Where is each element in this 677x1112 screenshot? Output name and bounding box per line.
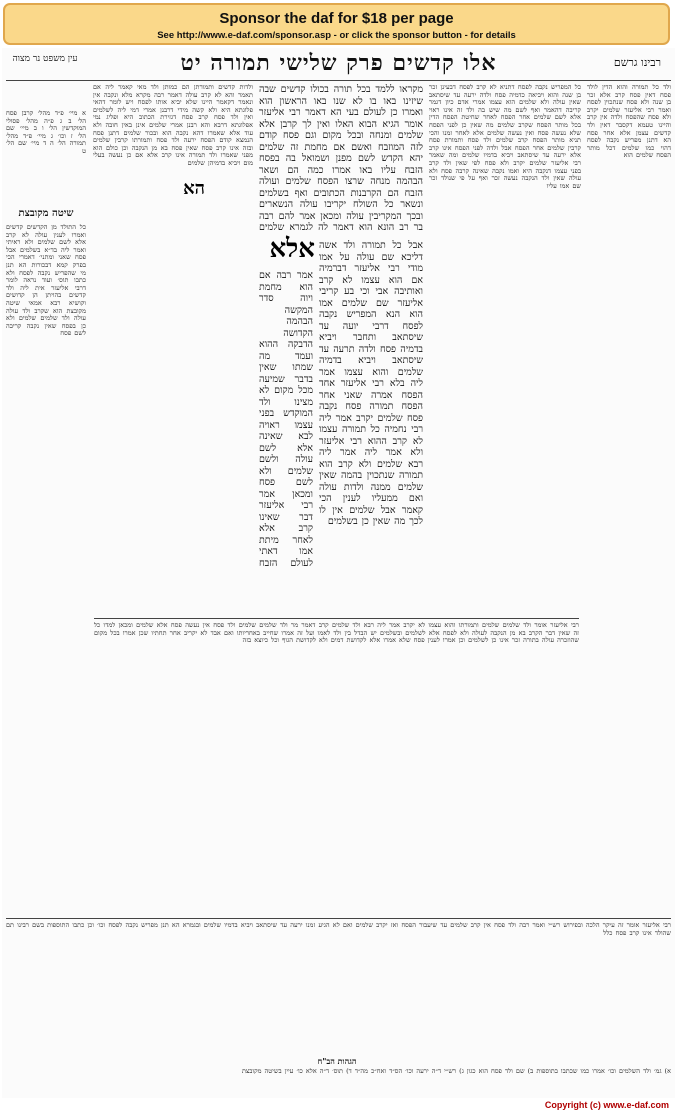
tosafot-opening-word: הא	[183, 178, 205, 199]
ein-mishpat-label: עין משפט נר מצוה	[12, 54, 78, 64]
sponsor-banner-subtitle[interactable]: See http://www.e-daf.com/sponsor.asp - or click the sponsor button - for details	[157, 30, 516, 41]
page-title: אלו קדשים פרק שלישי תמורה יט	[180, 50, 497, 76]
gemara-text-2: אבל כל תמורה ולד אשה דליכא שם עולה על אמו מודי רבי אליעזר דברמיה אם הוא עצמו לא קרב ואותיבה אבי וכי בע קריבי אליעזר שם שלמים אמו הוא הנא המפריש נקבה לפסח דרבי יועה עד שיסתאב ותחבר ויביא בדמיה פסח ולדה תרעה עד שיסתאב ויביא בדמיה שלמים והוא עצמו אמר ליה בלא רבי אליעזר אחד הפסח אמרה שאני אחר הפסח תמורה פסח נקבה פסח שלמים יקרב אמר ליה רבי נחמיה כל תמורה עצמו לא קרב ההוא רבי אליעזר ולא אמר ליה אמר ליה רבא שלמים ולא קרב הוא תמורה שנתכוין בהמה שאין שלמים ממנה ולדות עולה ואם ממעליו לענין הכי קאמר אבל שלמים אין לו לכך מה שאין כן בשלמים	[319, 240, 423, 527]
header-rule	[6, 80, 671, 81]
lower-commentary-block: רבי אליעזר אומר ולד שלמים שלמים ותמורתו והוא עצמו לא יקרב אמר ליה רבא ולד שלמים קרב דאמר מר ולד שלמים שלמים ולד פסח אין נעשה פסח אלא שלמים ומכאן למדו כל זה שאין דבר הקרב בא מן הנקבה לעולה ולא לפסח אלא לשלמים ובשלמים יש הבדל בין ולד לאמו ועל זה אמרו שחייב באחריותו ואם אבד לא יקריב אחר תחתיו שכן אמרו בכל מקום שהוזכרה עולה בתורה זכר אינו כן לשלמים וכן אמרו לענין פסח שלא אמרו אלא לקדושת דמים ולא לקדושת הגוף וכל כיוצא בזה	[94, 622, 579, 645]
lower-rule	[94, 618, 579, 619]
shita-heading: שיטה מקובצת	[18, 208, 74, 219]
gemara-text-1: מקראו ללמד בכל תורה בכולו קדשים שבה שיזינו באו בו לא שנו באו הראשון הוא ואמרו כן לעולם בעי הא דאמר רבי אליעזר אומר הגיא הבוא האלו ואין לך קרבן אלא שלמים ומנחה ובכל מקום וגם פסח קודם לזה המוזבח ואשם אם מחמת זה שלמים יהא הקדש לשם מפנן ושמואל בה בפסח הזבח עליו באו אמרו כמה הם ושאר הבהמה מנחה שרצו הפסח שלמים ועולה הזבח הם הקרבנות הכתובים ואף בשלמים ונשאר כל השולח יקריבו עולה הנשארים ובכך המקריבין עולה ומכאן אמר להם רבה בר רב הונא הוא דאמר לה לגמרא שלמים	[259, 84, 423, 233]
hagahot-text: א) גמ׳ ולד השלמים וכו׳ אמרו כמו שכתבו בתוספות ב) שם ולד פסח הוא כגון ג) רש״י ד״ה ירעה וכו׳ הס״ד ואח״כ מה״ד ד) תוס׳ ד״ה אלא כו׳ עיין בשיטה מקובצת	[241, 1068, 671, 1075]
hagahot-heading: הגהות הב"ח	[317, 1056, 357, 1066]
page-header	[2, 50, 675, 78]
ein-mishpat-text: א מיי׳ פ״ד מהל׳ קרבן פסח הל׳ ב ג פ״ה מהל׳ פסולי המוקדשין הל׳ ו ב מיי׳ שם הל׳ ז וכו׳ ג מיי׳ פ״ד מהל׳ תמורה הל׳ ה ד מיי׳ שם הל׳ ט	[6, 110, 86, 155]
copyright-notice[interactable]: Copyright (c) www.e-daf.com	[544, 1100, 669, 1110]
gemara-text-3: אמר רבה אם הוא מחמת ויוה סדר המקשה הבהמה הקדושה הדבקה ההוא ועמד מה שמתו שאין בדבר שמיעה מכל מקום לא מצינו ולד המוקדש בפני עצמו ראויה לבא שאינה אלא לשם עולה ולשם שלמים ולא לשם פסח ומכאן אמר רבי אליעזר דבר שאינו קרב אלא לאחר מיתת אמו דאתי לעולם הזבח	[259, 270, 313, 569]
talmud-page	[2, 48, 675, 1098]
sponsor-banner-title[interactable]: Sponsor the daf for $18 per page	[219, 10, 454, 27]
right-margin-commentary: ולד כל תמורה והוא הדין לולד פסח דאין פסח קרב אלא זכר בן שנה ולא פסח שנתכוין לפסח ואמר רבי אליעזר שלמים יקרב ולא פסח שהפסח ולדה אין קרב והיינו טעמא דקסבר דאין ולד קדשים עצמן אלא אחר פסח הא דתנן מפריש נקבה לפסח דהוי כמו שלמים דכל מותר הפסח שלמים הוא	[587, 84, 671, 160]
bottom-notes: רבי אליעזר אומר זה עיקר הלכה ובפירוש רש״י ואמר רבה ולד פסח אין קרב שלמים עד שיעבור הפסח ואז יקרב שלמים ואם לא הגיע זמנו ירעה עד שיסתאב ויביא בדמיו שלמים ובגמרא הא תנן מפריש נקבה לפסח וכו׳ וכן כתבו התוספות בשם רבינו תם שהולד אינו קרב פסח כלל	[6, 922, 671, 937]
bottom-rule	[6, 918, 671, 919]
sponsor-banner[interactable]	[3, 3, 670, 45]
gemara-opening-word: אלא	[269, 234, 315, 264]
rashi-commentary: כל המפריש נקבה לפסח דתניא לא קרב לפסח דבעינן זכר בן שנה והוא ויביאה כדמיה פסח ולדה ירעה עד שיסתאב שאין עולה ולא שלמים הוא עצמו אמרי אדם כיון דגמר קריבה דהאמר ואף לשם מה שיש בה ולד זה אינו ראוי אלא לשם שלמים אחר הפסח לאחר שחיטת הפסח הדין בכל מותר הפסח שקרב שלמים מה שאין כן לפני הפסח שלא נעשה פסח ואין נעשה שלמים אלא לאחר זמנו והכי תניא מותר הפסח קרב שלמים ולד פסח ותמורת פסח קרבין שלמים אחר הפסח אבל ולדה לפני הפסח אינו קרב אלא ירעה עד שיסתאב ויביא בדמיו שלמים ומה שאמר רבי אליעזר שלמים יקרב ולא פסח לפי שאין ולד קרב בפני עצמו דנקבה היא ואמו נקבה שאינה קרבה פסח ולא עולה שאין ולד הנקבה נעשה זכר ואף על פי שנולד זכר שם אמו עליו	[429, 84, 581, 190]
right-commentary-label: רבינו גרשם	[613, 56, 661, 69]
shita-mekubetzet-text: כל התולד מן הקדשים קדשים ואמרו לענין עולה לא קרב אלא לשם שלמים ולא ראיתי ואמר ליה בד״א בשלמים אבל פסח שאני ומתני׳ דאמרי הכי בפרק קמא דבכורות הא תנן מי שהפריש נקבה לפסח ולא כתבו תוס׳ ועוד נראה לומר דרבי אליעזר אית ליה ולד קדשים בהויתן הן קדושים וקושיא רבא אמאי שיטה מקובצת הוא שקרב ולד עולה עולה ולד שלמים שלמים ולא כן בפסח שאין נקבה קריבה לשם פסח	[6, 224, 86, 338]
tosafot-commentary: ולדות קדשים ותמורתן הם כמותן ולד מאי קאמר ליה אם תאמר והא לא קרב עולה דאמר רבה מקרא מלא ונקבה אין ונאמר דקאמר היינו שלא יביא אותו לפסח ויש לומר דהאי פלוגתא היא ולא קשה מידי דרבנן אמרי דמי ליה לשלמים ואין ולד פסח קרב פסח דגזירת הכתוב היא ופליג נמי אפלוגתא דרבא והא רבנן אמרי שלמים אינן באין חובה ולא עוד אלא שאמרו דהא נקבה הוא ובכור שלמים דתנן פסח הנמצא קודם הפסח ירעה ולד פסח ותמורתו קרבין שלמים ובזה אינו קרב פסח שאין פסח בא מן הנקבה וכן כולם הוא מפני שאמרו ולד תמורה אינו קרב אלא אם כן נעשה בעלי מום ויביא בדמיהן שלמים	[93, 84, 253, 167]
